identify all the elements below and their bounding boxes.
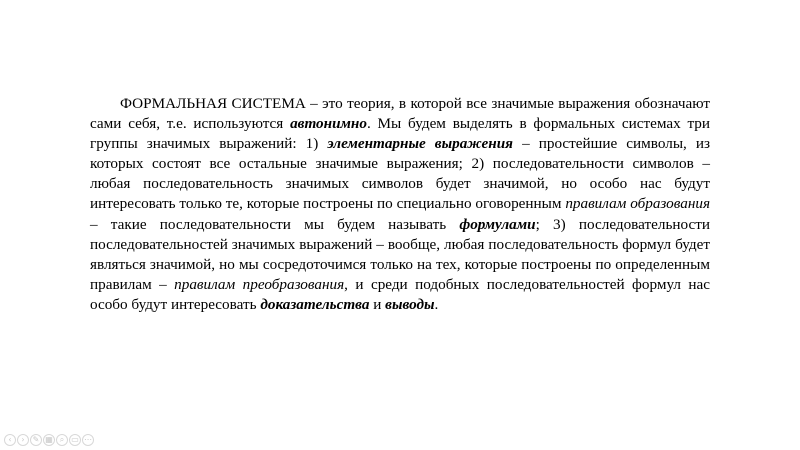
all-slides-icon[interactable]: ▦ [43,434,55,446]
more-options-icon[interactable]: ⋯ [84,435,92,444]
text-run: ФОРМАЛЬНАЯ СИСТЕМА – это теория, в которой все значимые выражения обозначают сами себя, т.е. используются [90,95,710,133]
term-formulas: формулами [459,215,536,233]
zoom-icon[interactable]: ⌕ [56,434,68,446]
term-proofs: доказательства [260,295,370,313]
definition-paragraph [90,94,710,315]
next-slide-icon[interactable]: › [17,434,29,446]
text-run: ; 3) последовательности последовательностей значимых выражений – вообще, любая последовательность формул будет являться значимой, но мы сосредоточимся только на тех, которые построены по определенным правилам – [90,215,710,293]
previous-slide-icon[interactable]: ‹ [4,434,16,446]
term-elementary-expressions: элементарные выражения [327,135,514,153]
text-run: и [369,295,386,313]
text-run: – такие последовательности мы будем называть [90,215,460,233]
pen-icon[interactable]: ✎ [30,434,42,446]
term-derivations: выводы [385,295,435,313]
subtitles-icon[interactable]: ▭ [69,434,81,446]
text-run: – простейшие символы, из которых состоят все остальные значимые выражения; 2) последовательности символов – любая последовательность значимых символов будет значимой, но особо нас будут интересовать только те, которые построены по специально оговоренным [90,135,711,213]
term-autonymous: автонимно [290,115,367,133]
text-run: . Мы будем выделять в формальных системах три группы значимых выражений: 1) [90,115,710,153]
text-run: , и среди подобных последовательностей формул нас особо будут интересовать [90,275,710,313]
term-transformation-rules: правилам преобразования [174,275,345,293]
term-formation-rules: правилам образования [565,195,711,213]
slideshow-controls [4,434,94,446]
text-run: . [434,295,439,313]
